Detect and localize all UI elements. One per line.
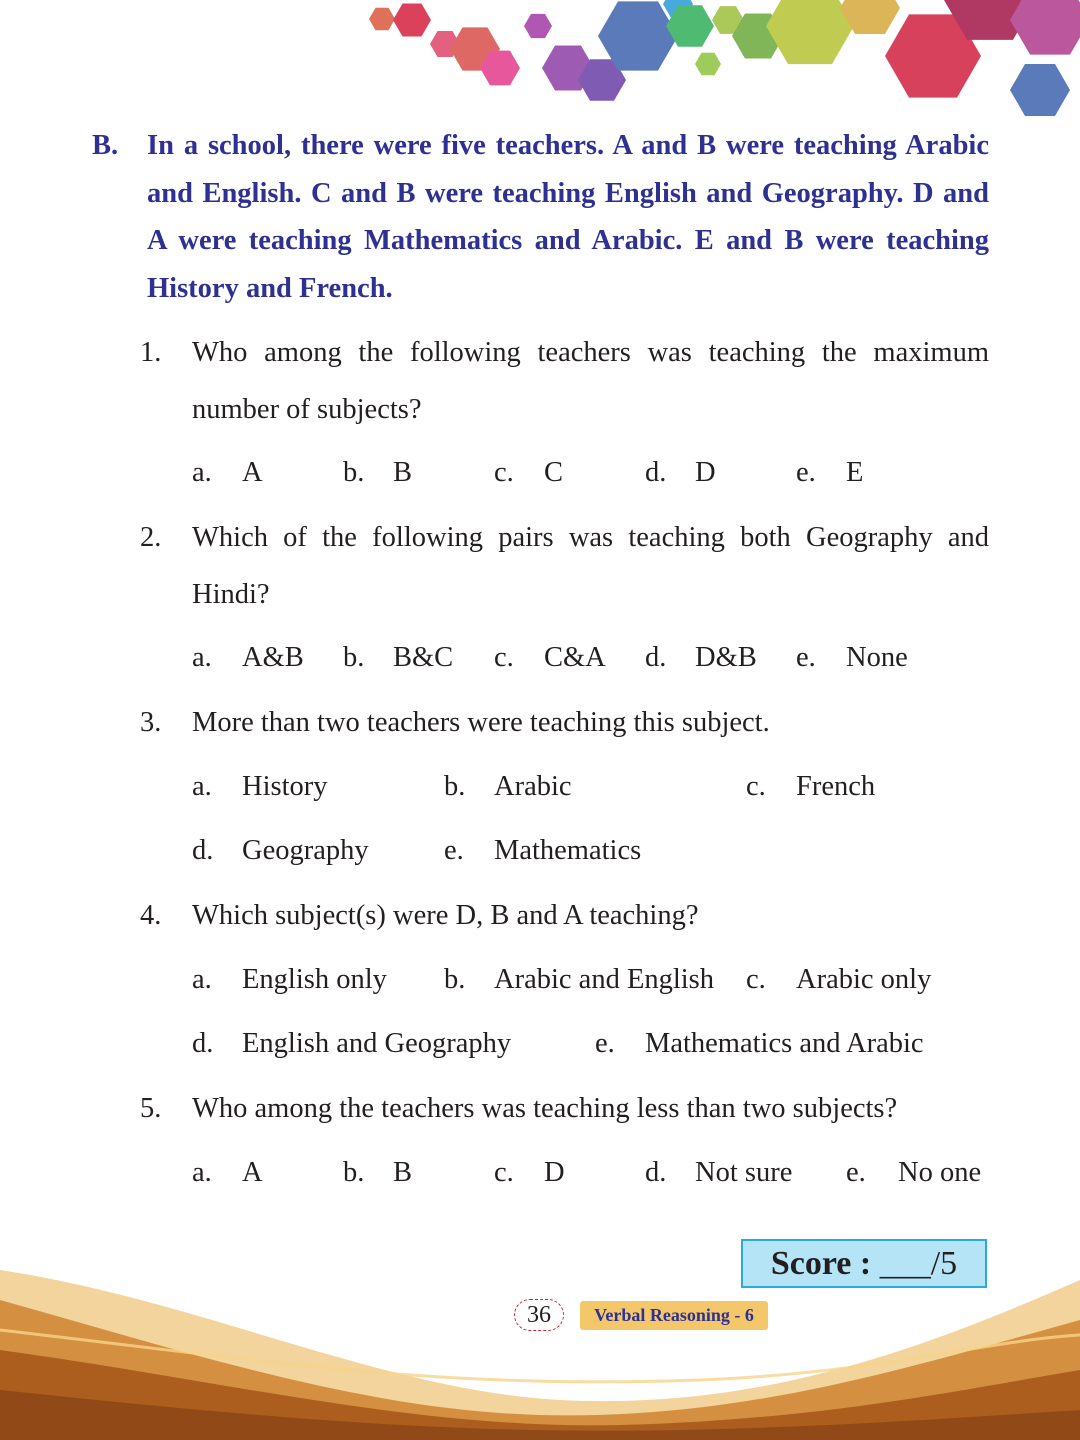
section-intro-text: In a school, there were five teachers. A and B were teaching Arabic and English. C and B were teaching English and Geography. D and A were teaching Mathematics and Arabic. E and B were teaching History and French. bbox=[147, 130, 989, 304]
option-a: a. A bbox=[192, 1157, 263, 1188]
question-number: 1. bbox=[140, 337, 162, 368]
option-d: d. Not sure bbox=[645, 1157, 793, 1188]
question-text: Which subject(s) were D, B and A teaching? bbox=[192, 900, 699, 931]
section-intro bbox=[92, 122, 989, 312]
option-e: e. E bbox=[796, 457, 864, 488]
question-text: Which of the following pairs was teaching both Geography and Hindi? bbox=[192, 522, 989, 610]
option-d: d. D&B bbox=[645, 642, 757, 673]
book-title-tag: Verbal Reasoning - 6 bbox=[580, 1301, 768, 1330]
hexagon-decoration bbox=[0, 0, 1080, 130]
option-b: b. B bbox=[343, 457, 413, 488]
question-text: Who among the teachers was teaching less than two subjects? bbox=[192, 1093, 898, 1124]
option-c: c. Arabic only bbox=[746, 964, 932, 995]
page-number: 36 bbox=[514, 1299, 564, 1331]
option-b: b. Arabic and English bbox=[444, 964, 715, 995]
option-a: a. History bbox=[192, 771, 328, 802]
option-c: c. D bbox=[494, 1157, 565, 1188]
option-c: c. C bbox=[494, 457, 564, 488]
option-b: b. Arabic bbox=[444, 771, 572, 802]
score-blank[interactable]: ___ bbox=[879, 1245, 931, 1282]
score-box bbox=[741, 1239, 987, 1288]
option-a: a. A&B bbox=[192, 642, 304, 673]
option-e: e. None bbox=[796, 642, 908, 673]
score-total: /5 bbox=[930, 1245, 958, 1282]
option-e: e. Mathematics bbox=[444, 835, 642, 866]
question-number: 2. bbox=[140, 522, 162, 553]
question-number: 5. bbox=[140, 1093, 162, 1124]
question-text: Who among the following teachers was teaching the maximum number of subjects? bbox=[192, 337, 989, 425]
question-number: 3. bbox=[140, 707, 162, 738]
score-label: Score : bbox=[770, 1245, 872, 1282]
option-a: a. A bbox=[192, 457, 263, 488]
option-e: e. No one bbox=[846, 1157, 982, 1188]
option-d: d. D bbox=[645, 457, 716, 488]
option-d: d. Geography bbox=[192, 835, 369, 866]
option-c: c. C&A bbox=[494, 642, 606, 673]
option-b: b. B bbox=[343, 1157, 413, 1188]
section-label: B. bbox=[92, 130, 119, 161]
option-a: a. English only bbox=[192, 964, 387, 995]
option-d: d. English and Geography bbox=[192, 1028, 512, 1059]
question-number: 4. bbox=[140, 900, 162, 931]
question-text: More than two teachers were teaching this subject. bbox=[192, 707, 770, 738]
option-e: e. Mathematics and Arabic bbox=[595, 1028, 924, 1059]
option-c: c. French bbox=[746, 771, 876, 802]
option-b: b. B&C bbox=[343, 642, 454, 673]
